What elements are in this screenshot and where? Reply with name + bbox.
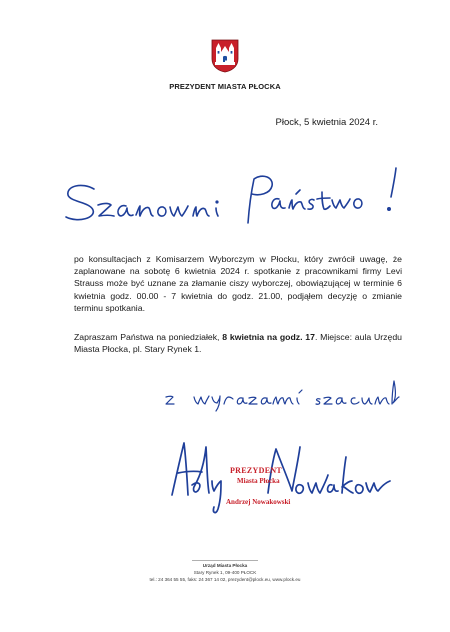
- stamp-name: Andrzej Nowakowski: [226, 498, 291, 506]
- handwritten-salutation: [60, 165, 430, 245]
- stamp-city: Miasta Płocka: [237, 477, 280, 485]
- place-date: Płock, 5 kwietnia 2024 r.: [275, 117, 378, 128]
- paragraph2-text-start: Zapraszam Państwa na poniedziałek,: [74, 332, 223, 342]
- body-paragraph-1: po konsultacjach z Komisarzem Wyborczym w Płocku, który zwrócił uwagę, że zaplanowane na sobotę 6 kwietnia 2024 r. spotkanie z pracownikami firmy Levi Strauss może być uznane za złamanie ciszy wyborczej, obowiązującej w terminie 6 kwietnia godz. 00.00 - 7 kwietnia do godz. 21.00, podjąłem decyzję o zmianie terminu spotkania.: [74, 254, 402, 313]
- paragraph2-text-end: . Miejsce: aula Urzędu Miasta Płocka, pl. Stary Rynek 1.: [74, 332, 402, 355]
- footer-divider: [192, 560, 258, 561]
- meeting-datetime: 8 kwietnia na godz. 17: [222, 332, 315, 342]
- stamp-title: PREZYDENT: [230, 466, 283, 475]
- body-paragraph-2: [74, 331, 402, 355]
- footer-contact: tel.: 24 364 55 55, faks: 24 367 14 02, prezydent@plock.eu, www.plock.eu: [149, 577, 301, 582]
- plock-coat-of-arms-icon: [211, 39, 239, 73]
- footer-office-name: Urząd Miasta Płocka: [202, 563, 248, 568]
- page-title: PREZYDENT MIASTA PŁOCKA: [169, 82, 281, 91]
- footer-address: Stary Rynek 1, 09-400 PŁOCK: [193, 570, 257, 575]
- handwritten-closing: [160, 373, 400, 417]
